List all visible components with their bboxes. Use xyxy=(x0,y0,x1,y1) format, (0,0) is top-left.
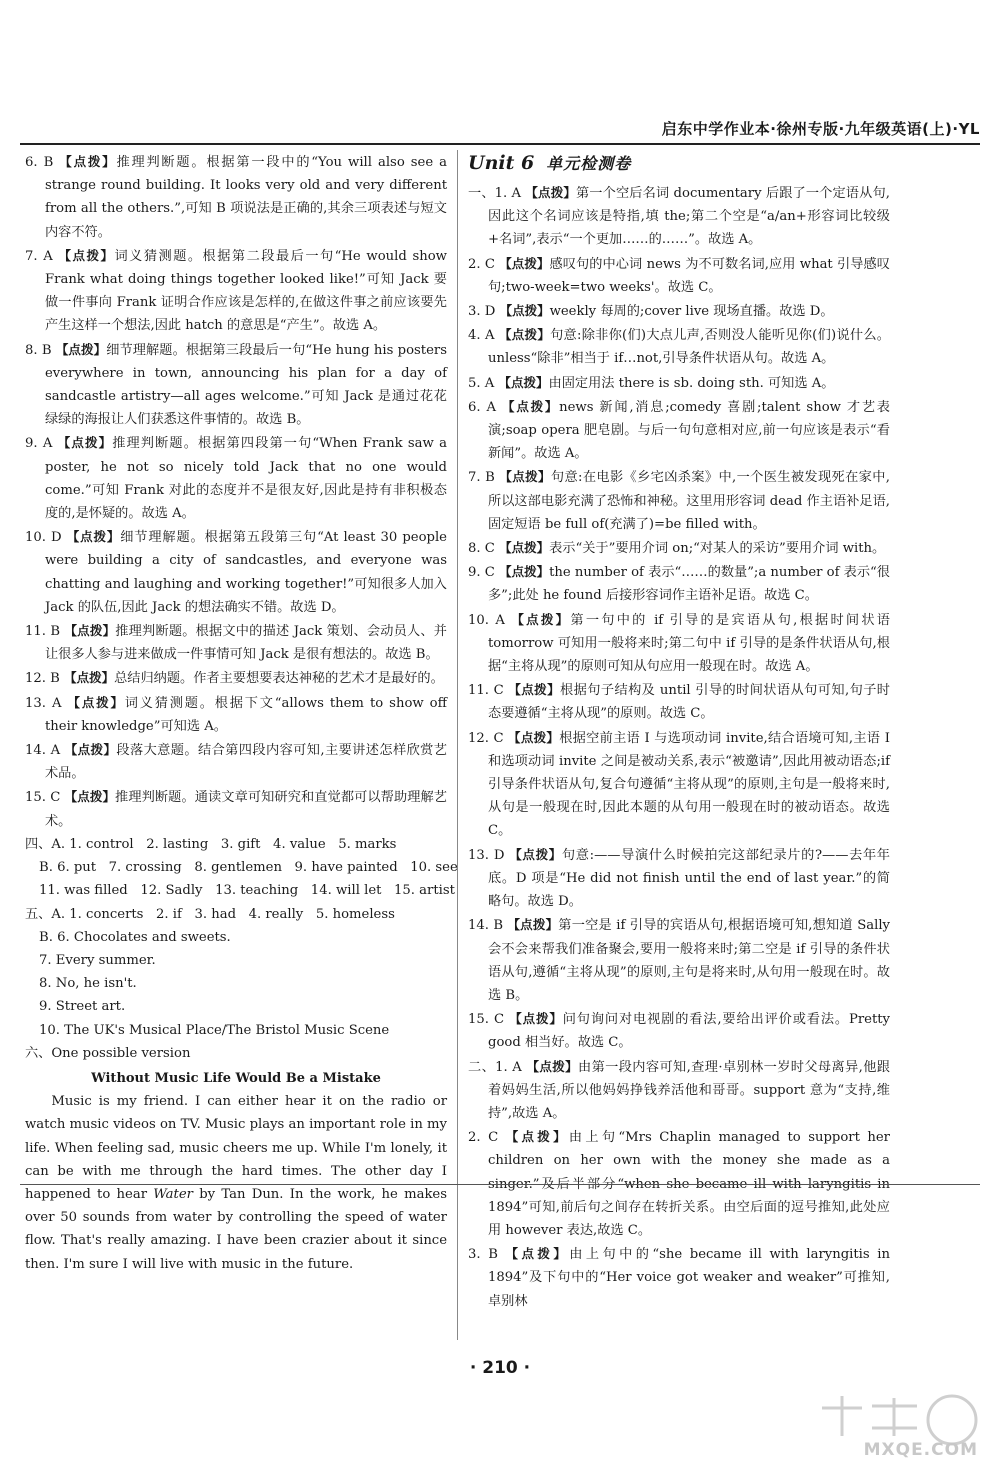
answer-item: 6. B 【点拨】推理判断题。根据第一段中的“You will also see a strange round building. It looks very old and very different from all the others.”,可知 B 项说法是正确的,其余三项表述与短文内容不符。 xyxy=(25,154,447,240)
right-column xyxy=(468,150,890,1313)
left-column xyxy=(25,150,458,1276)
answer-row: B. 6. put 7. crossing 8. gentlemen 9. have painted 10. see xyxy=(39,860,458,876)
answer-row: 五、A. 1. concerts 2. if 3. had 4. really 5. homeless xyxy=(25,906,395,922)
left-answer-list xyxy=(25,150,447,833)
answer-item: 11. B 【点拨】推理判断题。根据文中的描述 Jack 策划、会动员人、并让很多人参与进来做成一件事情可知 Jack 是很有想法的。故选 B。 xyxy=(25,623,447,663)
section-six-label: 六、One possible version xyxy=(25,1045,191,1061)
answer-item: 11. C 【点拨】根据句子结构及 until 引导的时间状语从句可知,句子时态要遵循“主将从现”的原则。故选 C。 xyxy=(468,682,890,722)
answer-item: 二、1. A 【点拨】由第一段内容可知,查理·卓别林一岁时父母离异,他跟着妈妈生活,所以他妈妈挣钱养活他和哥哥。support 意为“支持,维持”,故选 A。 xyxy=(468,1058,890,1121)
answer-item: 15. C 【点拨】问句询问对电视剧的看法,要给出评价或看法。Pretty good 相当好。故选 C。 xyxy=(468,1011,890,1051)
answer-item: 15. C 【点拨】推理判断题。通读文章可知研究和直觉都可以帮助理解艺术。 xyxy=(25,789,447,829)
answer-item: 2. C 【点拨】由上句“Mrs Chaplin managed to support her children on her own with the money she made as a singer.”及后半部分“when she became ill with laryngitis in 1894”可知,前后句之间存在转折关系。由空后面的逗号推知,此处应用 however 表达,故选 C。 xyxy=(468,1129,890,1238)
part-one-answers xyxy=(468,181,890,1055)
section-six xyxy=(25,1042,447,1276)
answer-item: 2. C 【点拨】感叹句的中心词 news 为不可数名词,应用 what 引导感叹句;two-week=two weeks'。故选 C。 xyxy=(468,255,890,295)
watermark-text: MXQE.COM xyxy=(863,1440,978,1460)
answer-row: 四、A. 1. control 2. lasting 3. gift 4. value 5. marks xyxy=(25,836,397,852)
unit-heading: Unit 6 单元检测卷 xyxy=(468,152,632,174)
answer-row: 9. Street art. xyxy=(39,999,126,1015)
essay-title: Without Music Life Would Be a Mistake xyxy=(91,1070,381,1086)
section-four xyxy=(25,833,458,903)
answer-row: 8. No, he isn't. xyxy=(39,976,137,992)
answer-item: 4. A 【点拨】句意:除非你(们)大点儿声,否则没人能听见你(们)说什么。unless“除非”相当于 if…not,引导条件状语从句。故选 A。 xyxy=(468,327,890,367)
answer-item: 13. D 【点拨】句意:——导演什么时候拍完这部纪录片的?——去年年底。D 项是“He did not finish until the end of last year.”的简略句。故选 D。 xyxy=(468,846,890,910)
answer-row: B. 6. Chocolates and sweets. xyxy=(39,929,231,945)
answer-item: 一、1. A 【点拨】第一个空后名词 documentary 后跟了一个定语从句,因此这个名词应该是特指,填 the;第二个空是“a/an+形容词比较级+名词”,表示“一个更加……的……”。故选 A。 xyxy=(468,185,890,248)
essay-body xyxy=(25,1090,447,1276)
answer-item: 9. C 【点拨】the number of 表示“……的数量”;a number of 表示“很多”;此处 he found 后接形容词作主语补足语。故选 C。 xyxy=(468,564,890,604)
answer-item: 8. C 【点拨】表示“关于”要用介词 on;“对某人的采访”要用介词 with。 xyxy=(468,540,886,557)
answer-item: 12. C 【点拨】根据空前主语 I 与选项动词 invite,结合语境可知,主语 I 和选项动词 invite 之间是被动关系,表示“被邀请”,因此用被动语态;if 引导条件状语从句,复合句遵循“主将从现”的原则,主句是一般将来时,从句是一般现在时,因此本题的从句用一般现在时的被动语态。故选 C。 xyxy=(468,729,890,839)
answer-item: 7. B 【点拨】句意:在电影《乡宅凶杀案》中,一个医生被发现死在家中,所以这部电影充满了恐怖和神秘。这里用形容词 dead 作主语补足语,固定短语 be full of(充满了)=be filled with。 xyxy=(468,469,890,532)
answer-item: 7. A 【点拨】词义猜测题。根据第二段最后一句“He would show Frank what doing things together looked like!”可知 Jack 要做一件事向 Frank 证明合作应该是怎样的,在做这件事之前应该要先产生这样一个想法,因此 hatch 的意思是“产生”。故选 A。 xyxy=(25,247,447,334)
answer-item: 14. A 【点拨】段落大意题。结合第四段内容可知,主要讲述怎样欣赏艺术品。 xyxy=(25,742,447,782)
section-five xyxy=(25,903,447,1042)
answer-item: 14. B 【点拨】第一空是 if 引导的宾语从句,根据语境可知,想知道 Sally 会不会来帮我们准备聚会,要用一般将来时;第二空是 if 引导的条件状语从句,遵循“主将从现”的原则,主句是将来时,从句用一般现在时。故选 B。 xyxy=(468,917,890,1003)
work-title: Water xyxy=(153,1186,193,1202)
answer-row: 10. The UK's Musical Place/The Bristol Music Scene xyxy=(39,1022,390,1038)
answer-row: 7. Every summer. xyxy=(39,952,156,968)
answer-item: 3. D 【点拨】weekly 每周的;cover live 现场直播。故选 D。 xyxy=(468,303,834,320)
answer-item: 10. D 【点拨】细节理解题。根据第五段第三句“At least 30 people were building a city of sandcastles, and everyone was chatting and laughing and working together!”可知很多人加入 Jack 的队伍,因此 Jack 的想法确实不错。故选 D。 xyxy=(25,529,447,615)
answer-item: 10. A 【点拨】第一句中的 if 引导的是宾语从句,根据时间状语 tomorrow 可知用一般将来时;第二句中 if 引导的是条件状语从句,根据“主将从现”的原则可知从句应用一般现在时。故选 A。 xyxy=(468,611,890,675)
answer-item: 12. B 【点拨】总结归纳题。作者主要想要表达神秘的艺术才是最好的。 xyxy=(25,670,444,687)
answer-item: 6. A 【点拨】news 新闻,消息;comedy 喜剧;talent show 才艺表演;soap opera 肥皂剧。与后一句句意相对应,前一句应该是表示“看新闻”。故选 A。 xyxy=(468,398,890,462)
right-section-divider xyxy=(457,1184,980,1185)
answer-item: 5. A 【点拨】由固定用法 there is sb. doing sth. 可知选 A。 xyxy=(468,374,835,391)
essay-paragraph: Music is my friend. I can either hear it on the radio or watch music videos on TV. Music plays an important role in my life. When feeling sad, music cheers me up. While I'm lonely, it can be with me through the hard times. The other day I happened to hear Water by Tan Dun. In the work, he makes over 50 sounds from water by controlling the speed of water flow. That's really amazing. I have been crazier about it since then. I'm sure I will live with music in the future. xyxy=(25,1094,448,1272)
answer-item: 8. B 【点拨】细节理解题。根据第三段最后一句“He hung his posters everywhere in town, announcing his plan for a day of sandcastle artistry—all ages welcome.”可知 Jack 是通过花花绿绿的海报让人们获悉这件事情的。故选 B。 xyxy=(25,341,447,428)
column-divider xyxy=(457,150,458,1340)
answer-item: 3. B 【点拨】由上句中的“she became ill with laryngitis in 1894”及下句中的“Her voice got weaker and weaker”可推知,卓别林 xyxy=(468,1246,890,1309)
answer-item: 9. A 【点拨】推理判断题。根据第四段第一句“When Frank saw a poster, he not so nicely told Jack that no one would come.”可知 Frank 对此的态度并不是很友好,因此是持有非积极态度的,是怀疑的。故选 A。 xyxy=(25,435,447,522)
page-header: 启东中学作业本·徐州专版·九年级英语(上)·YL xyxy=(661,120,980,138)
answer-row: 11. was filled 12. Sadly 13. teaching 14. will let 15. artist xyxy=(39,883,455,899)
page-number: · 210 · xyxy=(469,1358,531,1378)
left-section-divider xyxy=(20,1184,457,1185)
header-rule xyxy=(20,143,980,145)
answer-item: 13. A 【点拨】词义猜测题。根据下文“allows them to show off their knowledge”可知选 A。 xyxy=(25,694,447,734)
